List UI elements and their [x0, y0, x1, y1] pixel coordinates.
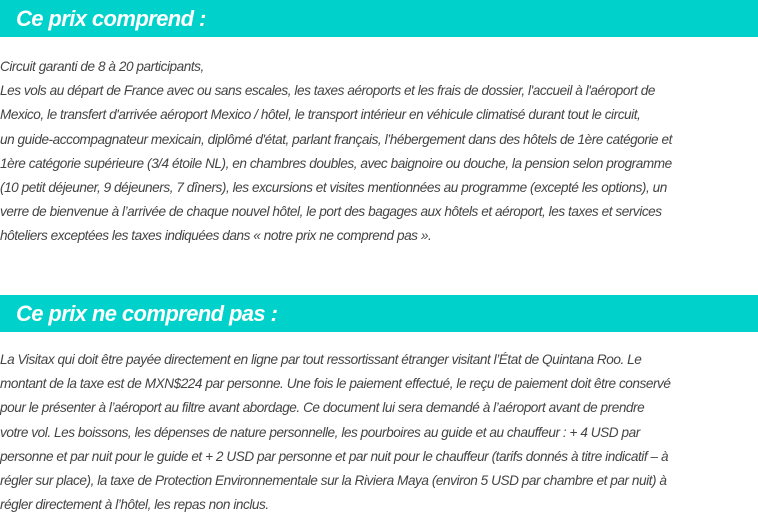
text-line: (10 petit déjeuner, 9 déjeuners, 7 dîners), les excursions et visites mentionnées au programme (excepté les options), un — [0, 179, 667, 195]
text-line: montant de la taxe est de MXN$224 par personne. Une fois le paiement effectué, le reçu de paiement doit être conservé — [0, 376, 671, 392]
text-line: 1ère catégorie supérieure (3/4 étoile NL), en chambres doubles, avec baignoire ou douche, la pension selon programme — [0, 155, 672, 171]
text-line: votre vol. Les boissons, les dépenses de nature personnelle, les pourboires au guide et au chauffeur : + 4 USD par — [0, 424, 640, 440]
included-title: Ce prix comprend : — [16, 6, 206, 31]
text-line: Circuit garanti de 8 à 20 participants, — [0, 59, 204, 74]
excluded-title: Ce prix ne comprend pas : — [16, 301, 278, 326]
text-line: La Visitax qui doit être payée directement en ligne par tout ressortissant étranger visitant l’État de Quintana Roo. Le — [0, 352, 642, 367]
included-banner — [0, 0, 758, 37]
text-line: hôteliers exceptées les taxes indiquées dans « notre prix ne comprend pas ». — [0, 228, 432, 244]
excluded-banner — [0, 295, 758, 332]
text-line: un guide-accompagnateur mexicain, diplômé d'état, parlant français, l’hébergement dans des hôtels de 1ère catégorie et — [0, 131, 672, 147]
text-line: pour le présenter à l’aéroport au filtre avant abordage. Ce document lui sera demandé à l’aéroport avant de prendre — [0, 400, 645, 416]
text-line: verre de bienvenue à l’arrivée de chaque nouvel hôtel, le port des bagages aux hôtels et aéroport, les taxes et services — [0, 204, 662, 220]
text-line: régler sur place), la taxe de Protection Environnementale sur la Riviera Maya (environ 5 USD par chambre et par nuit) à — [0, 472, 667, 488]
text-line: Mexico, le transfert d'arrivée aéroport Mexico / hôtel, le transport intérieur en véhicule climatisé durant tout le circuit, — [0, 107, 641, 123]
text-line: régler directement à l’hôtel, les repas non inclus. — [0, 497, 269, 513]
text-line: Les vols au départ de France avec ou sans escales, les taxes aéroports et les frais de dossier, l'accueil à l'aéroport de — [0, 83, 655, 99]
text-line: personne et par nuit pour le guide et + 2 USD par personne et par nuit pour le chauffeur (tarifs donnés à titre indicatif – à — [0, 448, 669, 464]
included-text — [0, 55, 758, 249]
excluded-text — [0, 348, 758, 517]
